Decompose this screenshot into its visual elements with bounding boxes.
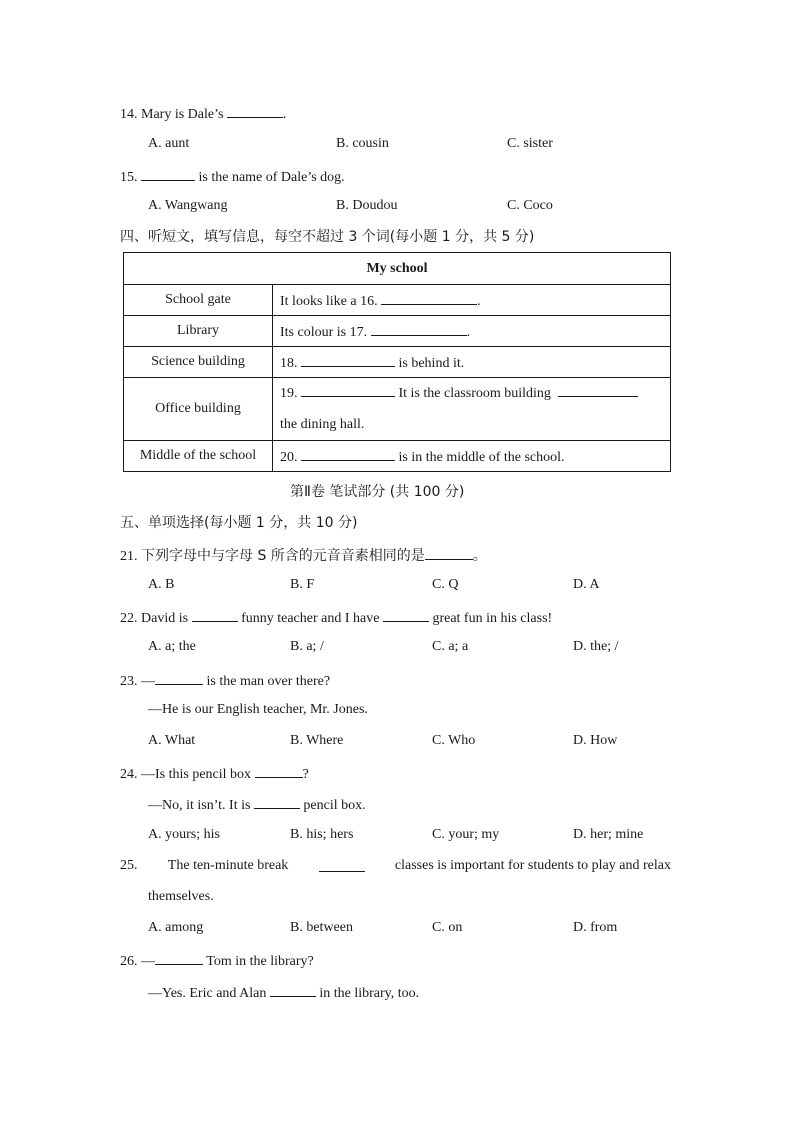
row-label: School gate <box>124 285 273 316</box>
option-d: D. How <box>573 733 618 748</box>
answer-blank <box>192 607 238 622</box>
row-label: Office building <box>124 378 273 441</box>
table-row <box>124 441 671 472</box>
table-row <box>124 316 671 347</box>
question-14: 14. Mary is Dale’s . <box>120 103 286 124</box>
option-c: C. sister <box>507 136 553 151</box>
answer-blank <box>301 382 395 397</box>
row-label: Science building <box>124 347 273 378</box>
option-c: C. Q <box>432 577 459 592</box>
question-23-reply: —He is our English teacher, Mr. Jones. <box>148 702 368 717</box>
question-15: 15. is the name of Dale’s dog. <box>120 166 345 187</box>
section-4-heading: 四、听短文，填写信息，每空不超过 3 个词(每小题 1 分，共 5 分) <box>120 229 535 245</box>
row-content: Its colour is 17. . <box>273 316 671 347</box>
option-a: A. yours; his <box>148 827 220 842</box>
question-22: 22. David is funny teacher and I have great fun in his class! <box>120 607 552 628</box>
question-24: 24. —Is this pencil box ? <box>120 763 309 784</box>
option-b: B. between <box>290 920 353 935</box>
table-row <box>124 285 671 316</box>
answer-blank <box>301 446 395 461</box>
row-label: Middle of the school <box>124 441 273 472</box>
answer-blank <box>155 670 203 685</box>
option-d: D. A <box>573 577 600 592</box>
answer-blank <box>254 794 300 809</box>
section-5-heading: 五、单项选择(每小题 1 分，共 10 分) <box>120 515 358 531</box>
table-title: My school <box>124 253 671 285</box>
answer-blank <box>383 607 429 622</box>
answer-blank <box>425 545 473 560</box>
question-25-cont: themselves. <box>148 889 214 904</box>
answer-blank <box>301 352 395 367</box>
option-c: C. a; a <box>432 639 469 654</box>
answer-blank <box>255 763 303 778</box>
question-23: 23. — is the man over there? <box>120 670 330 691</box>
option-d: D. from <box>573 920 618 935</box>
answer-blank <box>558 382 638 397</box>
answer-blank <box>371 321 467 336</box>
row-label: Library <box>124 316 273 347</box>
option-a: A. What <box>148 733 196 748</box>
option-b: B. F <box>290 577 315 592</box>
option-b: B. Doudou <box>336 198 398 213</box>
option-c: C. Coco <box>507 198 553 213</box>
answer-blank <box>141 166 195 181</box>
option-d: D. her; mine <box>573 827 644 842</box>
option-b: B. a; / <box>290 639 324 654</box>
row-content: 18. is behind it. <box>273 347 671 378</box>
answer-blank <box>270 982 316 997</box>
answer-blank <box>381 290 477 305</box>
part-2-heading: 第Ⅱ卷 笔试部分 (共 100 分) <box>290 484 465 500</box>
question-26-reply: —Yes. Eric and Alan in the library, too. <box>148 982 419 1003</box>
option-a: A. Wangwang <box>148 198 228 213</box>
option-a: A. B <box>148 577 175 592</box>
option-a: A. aunt <box>148 136 190 151</box>
option-d: D. the; / <box>573 639 619 654</box>
option-a: A. a; the <box>148 639 196 654</box>
row-content: It looks like a 16. . <box>273 285 671 316</box>
question-26: 26. — Tom in the library? <box>120 950 314 971</box>
option-c: C. Who <box>432 733 476 748</box>
row-content: 19. It is the classroom building the dining hall. <box>273 378 671 441</box>
question-21: 21. 下列字母中与字母 S 所含的元音音素相同的是 。 <box>120 545 487 566</box>
option-c: C. on <box>432 920 463 935</box>
option-b: B. cousin <box>336 136 389 151</box>
row-content: 20. is in the middle of the school. <box>273 441 671 472</box>
answer-blank <box>227 103 283 118</box>
answer-blank <box>319 857 365 872</box>
option-b: B. Where <box>290 733 344 748</box>
table-row <box>124 378 671 441</box>
question-24-reply: —No, it isn’t. It is pencil box. <box>148 794 366 815</box>
answer-blank <box>155 950 203 965</box>
option-a: A. among <box>148 920 204 935</box>
question-25: 25. The ten-minute break classes is important for students to play and relax <box>120 858 671 873</box>
my-school-table <box>123 252 671 472</box>
option-b: B. his; hers <box>290 827 354 842</box>
table-row <box>124 347 671 378</box>
option-c: C. your; my <box>432 827 500 842</box>
